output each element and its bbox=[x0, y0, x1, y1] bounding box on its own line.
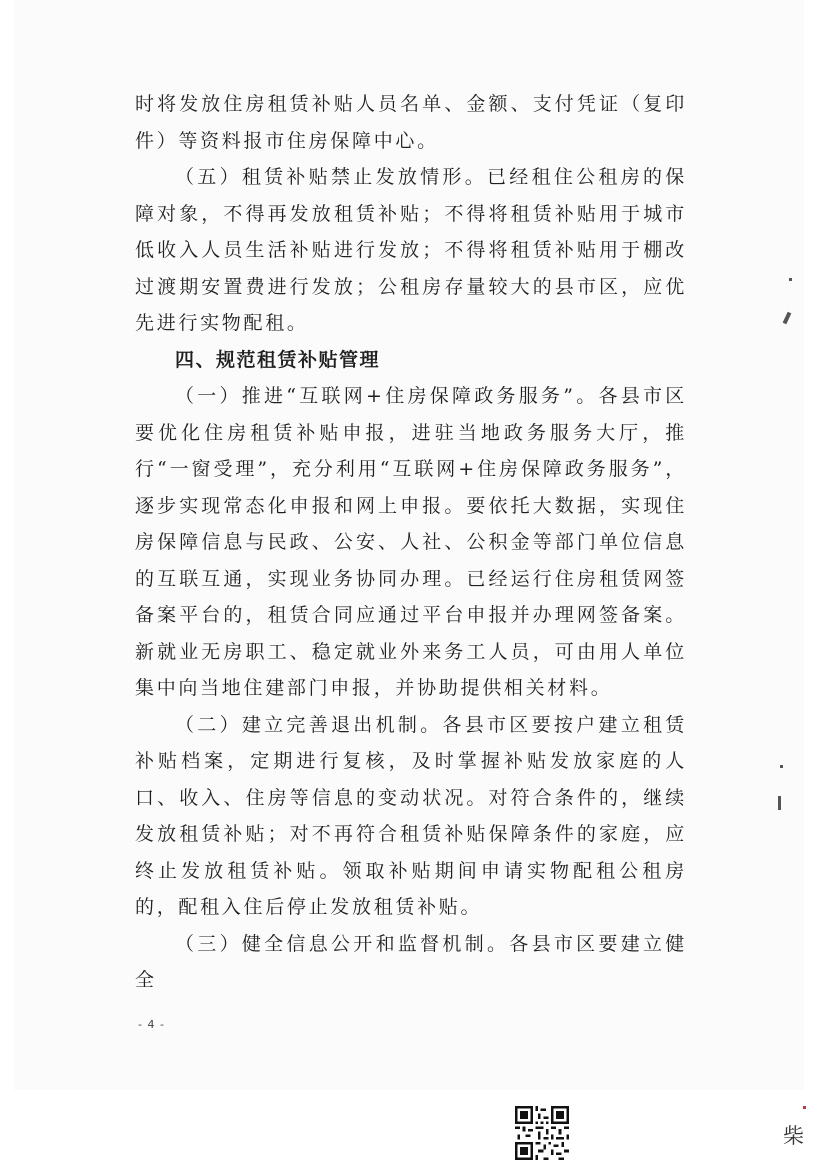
paragraph-3-disclosure-supervision: （三）健全信息公开和监督机制。各县市区要建立健全 bbox=[135, 932, 687, 991]
scan-edge-mark bbox=[803, 1106, 806, 1109]
paragraph-5-rental-subsidy-prohibited: （五）租赁补贴禁止发放情形。已经租住公租房的保障对象，不得再发放租赁补贴；不得将租赁补贴用于城市低收入人员生活补贴进行发放；不得将租赁补贴用于棚改过渡期安置费进行发放；公租房存量较大的县市区，应优先进行实物配租。 bbox=[135, 166, 687, 334]
page-number: - 4 - bbox=[138, 1018, 165, 1031]
paragraph-1-internet-services: （一）推进“互联网+住房保障政务服务”。各县市区要优化住房租赁补贴申报，进驻当地政务服务大厅，推行“一窗受理”，充分利用“互联网+住房保障政务服务”，逐步实现常态化申报和网上申报。要依托大数据，实现住房保障信息与民政、公安、人社、公积金等部门单位信息的互联互通，实现业务协同办理。已经运行住房租赁网签备案平台的，租赁合同应通过平台申报并办理网签备案。新就业无房职工、稳定就业外来务工人员，可由用人单位集中向当地住建部门申报，并协助提供相关材料。 bbox=[135, 385, 687, 699]
qr-code-icon bbox=[515, 1106, 569, 1160]
scan-edge-mark bbox=[778, 796, 781, 810]
scan-edge-mark bbox=[789, 278, 792, 281]
paragraph-2-exit-mechanism: （二）建立完善退出机制。各县市区要按户建立租赁补贴档案，定期进行复核，及时掌握补贴发放家庭的人口、收入、住房等信息的变动状况。对符合条件的，继续发放租赁补贴；对不再符合租赁补贴保障条件的家庭，应终止发放租赁补贴。领取补贴期间申请实物配租公租房的，配租入住后停止发放租赁补贴。 bbox=[135, 713, 687, 918]
paragraph-continuation: 时将发放住房租赁补贴人员名单、金额、支付凭证（复印件）等资料报市住房保障中心。 bbox=[135, 93, 687, 152]
scan-edge-mark bbox=[780, 765, 783, 768]
corner-character: 柴 bbox=[783, 1124, 804, 1148]
document-body bbox=[135, 86, 687, 999]
section-heading: 四、规范租赁补贴管理 bbox=[175, 348, 381, 371]
